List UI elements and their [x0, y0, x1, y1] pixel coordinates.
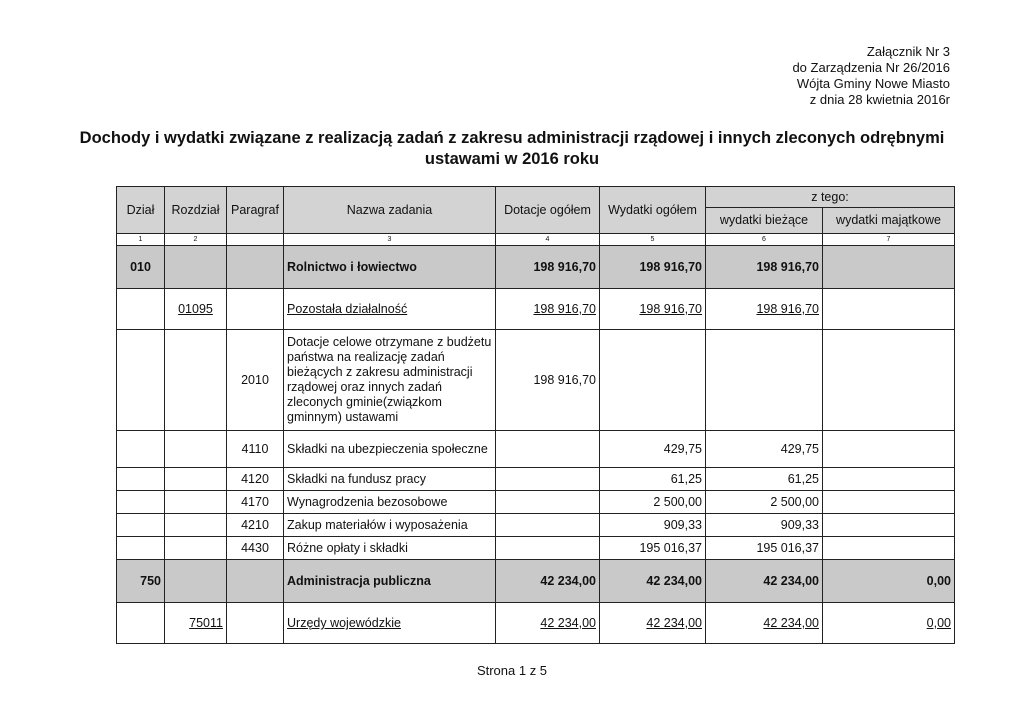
cell-dotacje — [496, 537, 600, 560]
cell-biezace: 2 500,00 — [706, 491, 823, 514]
cell-rozdzial — [165, 537, 227, 560]
cell-wydatki: 42 234,00 — [600, 560, 706, 603]
cell-nazwa: Różne opłaty i składki — [284, 537, 496, 560]
header-majatkowe: wydatki majątkowe — [823, 208, 955, 234]
cell-majatkowe — [823, 468, 955, 491]
cell-rozdzial — [165, 431, 227, 468]
cell-majatkowe — [823, 330, 955, 431]
cell-dzial — [117, 330, 165, 431]
cell-nazwa: Składki na fundusz pracy — [284, 468, 496, 491]
cell-nazwa: Wynagrodzenia bezosobowe — [284, 491, 496, 514]
cell-nazwa: Pozostała działalność — [284, 289, 496, 330]
col-number: 5 — [600, 234, 706, 246]
page-number: Strona 1 z 5 — [476, 663, 548, 678]
cell-dotacje: 198 916,70 — [496, 246, 600, 289]
col-number: 3 — [284, 234, 496, 246]
annex-date: z dnia 28 kwietnia 2016r — [809, 92, 950, 107]
header-row — [117, 187, 955, 208]
cell-majatkowe: 0,00 — [823, 560, 955, 603]
annex-decree: do Zarządzenia Nr 26/2016 — [792, 60, 950, 75]
cell-wydatki: 198 916,70 — [600, 289, 706, 330]
cell-rozdzial — [165, 246, 227, 289]
annex-number: Załącznik Nr 3 — [866, 44, 950, 59]
header-paragraf: Paragraf — [227, 187, 284, 234]
cell-wydatki: 429,75 — [600, 431, 706, 468]
table-row-dzial-750 — [117, 560, 955, 603]
cell-dzial — [117, 537, 165, 560]
cell-dzial — [117, 514, 165, 537]
col-number: 1 — [117, 234, 165, 246]
header-biezace: wydatki bieżące — [706, 208, 823, 234]
document-title — [0, 128, 1024, 170]
cell-paragraf: 4430 — [227, 537, 284, 560]
cell-nazwa: Zakup materiałów i wyposażenia — [284, 514, 496, 537]
cell-biezace: 61,25 — [706, 468, 823, 491]
title-line-1: Dochody i wydatki związane z realizacją zadań z zakresu administracji rządowej i innych zleconych odrębnymi — [79, 129, 945, 147]
cell-paragraf: 4110 — [227, 431, 284, 468]
cell-wydatki: 61,25 — [600, 468, 706, 491]
cell-majatkowe — [823, 514, 955, 537]
col-number: 7 — [823, 234, 955, 246]
column-number-row — [117, 234, 955, 246]
cell-dzial — [117, 603, 165, 644]
cell-dzial — [117, 468, 165, 491]
cell-dotacje — [496, 431, 600, 468]
cell-dotacje: 198 916,70 — [496, 330, 600, 431]
cell-dzial — [117, 431, 165, 468]
cell-dzial — [117, 491, 165, 514]
cell-dotacje — [496, 468, 600, 491]
table-row-paragraf-4210 — [117, 514, 955, 537]
title-line-2: ustawami w 2016 roku — [424, 150, 600, 168]
cell-dotacje — [496, 514, 600, 537]
cell-majatkowe — [823, 537, 955, 560]
cell-rozdzial — [165, 514, 227, 537]
cell-paragraf — [227, 560, 284, 603]
cell-nazwa: Dotacje celowe otrzymane z budżetu państwa na realizację zadań bieżących z zakresu administracji rządowej oraz innych zadań zleconych gminie(związkom gminnym) ustawami — [284, 330, 496, 431]
cell-dotacje: 198 916,70 — [496, 289, 600, 330]
cell-dzial — [117, 289, 165, 330]
header-rozdzial: Rozdział — [165, 187, 227, 234]
cell-biezace — [706, 330, 823, 431]
cell-rozdzial: 01095 — [165, 289, 227, 330]
table-row-paragraf-4430 — [117, 537, 955, 560]
table-row-paragraf-4110 — [117, 431, 955, 468]
cell-wydatki — [600, 330, 706, 431]
cell-biezace: 429,75 — [706, 431, 823, 468]
cell-nazwa: Składki na ubezpieczenia społeczne — [284, 431, 496, 468]
table-row-paragraf-4120 — [117, 468, 955, 491]
cell-paragraf — [227, 246, 284, 289]
cell-paragraf — [227, 289, 284, 330]
table-row-paragraf-4170 — [117, 491, 955, 514]
cell-wydatki: 42 234,00 — [600, 603, 706, 644]
cell-rozdzial — [165, 560, 227, 603]
cell-biezace: 198 916,70 — [706, 289, 823, 330]
cell-nazwa: Rolnictwo i łowiectwo — [284, 246, 496, 289]
cell-rozdzial — [165, 468, 227, 491]
table-row-dzial-010 — [117, 246, 955, 289]
cell-paragraf — [227, 603, 284, 644]
cell-paragraf: 2010 — [227, 330, 284, 431]
cell-dzial: 750 — [117, 560, 165, 603]
cell-majatkowe — [823, 289, 955, 330]
header-nazwa: Nazwa zadania — [284, 187, 496, 234]
table-row-rozdzial-75011 — [117, 603, 955, 644]
cell-wydatki: 909,33 — [600, 514, 706, 537]
cell-biezace: 909,33 — [706, 514, 823, 537]
cell-dotacje: 42 234,00 — [496, 560, 600, 603]
col-number: 6 — [706, 234, 823, 246]
header-wydatki: Wydatki ogółem — [600, 187, 706, 234]
header-dzial: Dział — [117, 187, 165, 234]
cell-majatkowe — [823, 431, 955, 468]
col-number: 2 — [165, 234, 227, 246]
cell-biezace: 42 234,00 — [706, 603, 823, 644]
cell-wydatki: 2 500,00 — [600, 491, 706, 514]
cell-wydatki: 198 916,70 — [600, 246, 706, 289]
cell-paragraf: 4210 — [227, 514, 284, 537]
cell-majatkowe: 0,00 — [823, 603, 955, 644]
cell-nazwa: Administracja publiczna — [284, 560, 496, 603]
cell-wydatki: 195 016,37 — [600, 537, 706, 560]
cell-rozdzial: 75011 — [165, 603, 227, 644]
annex-reference — [792, 44, 950, 108]
table-row-paragraf-2010 — [117, 330, 955, 431]
cell-biezace: 42 234,00 — [706, 560, 823, 603]
cell-rozdzial — [165, 330, 227, 431]
cell-rozdzial — [165, 491, 227, 514]
budget-table — [116, 186, 955, 644]
col-number — [227, 234, 284, 246]
cell-paragraf: 4170 — [227, 491, 284, 514]
cell-biezace: 195 016,37 — [706, 537, 823, 560]
table-row-rozdzial-01095 — [117, 289, 955, 330]
col-number: 4 — [496, 234, 600, 246]
cell-majatkowe — [823, 246, 955, 289]
cell-majatkowe — [823, 491, 955, 514]
annex-issuer: Wójta Gminy Nowe Miasto — [796, 76, 950, 91]
cell-dotacje: 42 234,00 — [496, 603, 600, 644]
cell-biezace: 198 916,70 — [706, 246, 823, 289]
header-z-tego: z tego: — [706, 187, 955, 208]
cell-paragraf: 4120 — [227, 468, 284, 491]
cell-dzial: 010 — [117, 246, 165, 289]
cell-dotacje — [496, 491, 600, 514]
cell-nazwa: Urzędy wojewódzkie — [284, 603, 496, 644]
header-dotacje: Dotacje ogółem — [496, 187, 600, 234]
